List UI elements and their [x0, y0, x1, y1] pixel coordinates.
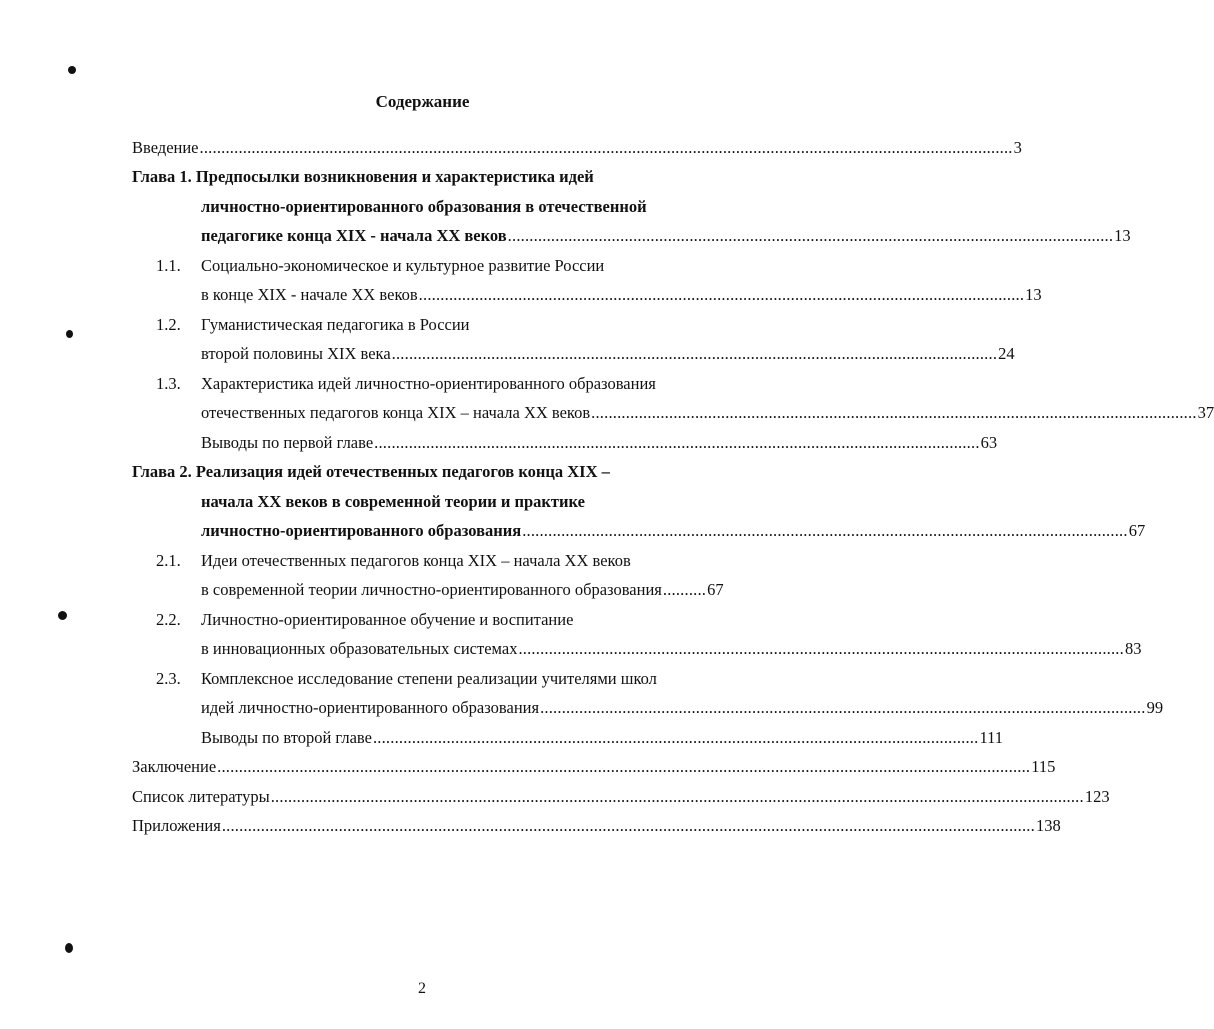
toc-conclusions-chapter-1[interactable]: [201, 433, 998, 455]
toc-page-number: 37: [1197, 403, 1214, 422]
page-number: 2: [418, 980, 426, 997]
toc-entry-text: Социально-экономическое и культурное развитие России: [201, 256, 605, 275]
dot-leader: ............................................................................................................................................: [391, 344, 998, 363]
toc-entry-appendices[interactable]: [132, 816, 1061, 838]
dot-leader: ............................................................................................................................................: [540, 698, 1146, 717]
toc-entry-text: в современной теории личностно-ориентированного образования: [201, 580, 662, 599]
scan-mark: [65, 943, 73, 953]
toc-page-number: 3: [1013, 138, 1022, 157]
toc-title: Содержание: [375, 92, 470, 111]
toc-entry-text: педагогике конца XIX - начала XX веков: [201, 226, 507, 245]
dot-leader: ............................................................................................................................................: [418, 285, 1025, 304]
dot-leader: ............................................................................................................................................................................................: [217, 757, 1031, 776]
toc-page-number: 83: [1124, 639, 1142, 658]
toc-section-2-2[interactable]: [156, 610, 718, 632]
toc-entry-text: начала XX веков в современной теории и практике: [201, 492, 585, 511]
toc-section-1-1-line-2: [201, 285, 1042, 307]
dot-leader: ............................................................................................................................................: [507, 226, 1114, 245]
toc-entry-text: Характеристика идей личностно-ориентированного образования: [201, 374, 656, 393]
toc-page-number: 67: [1128, 521, 1146, 540]
toc-entry-text: личностно-ориентированного образования: [201, 521, 522, 540]
toc-chapter-2-line-3: [201, 521, 1146, 543]
toc-entry-text: отечественных педагогов конца XIX – начала XX веков: [201, 403, 591, 422]
toc-page-number: 99: [1146, 698, 1164, 717]
toc-page-number: 115: [1031, 757, 1056, 776]
toc-entry-text: Глава 2. Реализация идей отечественных педагогов конца XIX –: [132, 462, 610, 481]
toc-page-number: 123: [1084, 787, 1110, 806]
toc-section-1-2[interactable]: [156, 315, 718, 337]
toc-entry-text: Личностно-ориентированное обучение и воспитание: [201, 610, 574, 629]
toc-section-1-3-line-2: [201, 403, 1214, 425]
toc-chapter-1-line-3: [201, 226, 1131, 248]
toc-entry-text: в инновационных образовательных системах: [201, 639, 518, 658]
dot-leader: ............................................................................................................................................: [518, 639, 1124, 658]
scan-mark: [58, 611, 67, 620]
toc-entry-text: идей личностно-ориентированного образования: [201, 698, 540, 717]
toc-entry-conclusion[interactable]: [132, 757, 1056, 779]
dot-leader: ............................................................................................................................................: [372, 728, 979, 747]
toc-entry-text: личностно-ориентированного образования в отечественной: [201, 197, 647, 216]
toc-entry-text: второй половины XIX века: [201, 344, 391, 363]
toc-entry-text: Приложения: [132, 816, 221, 835]
toc-chapter-2-line-2: [201, 492, 718, 514]
toc-page-number: 24: [998, 344, 1015, 363]
toc-page-number: 138: [1035, 816, 1061, 835]
toc-section-1-2-line-2: [201, 344, 1015, 366]
toc-entry-text: Глава 1. Предпосылки возникновения и характеристика идей: [132, 167, 594, 186]
toc-entry-text: Комплексное исследование степени реализации учителями школ: [201, 669, 657, 688]
toc-page-number: 13: [1114, 226, 1131, 245]
toc-section-2-2-line-2: [201, 639, 1142, 661]
scan-mark: [66, 330, 73, 338]
toc-section-2-1-line-2: [201, 580, 724, 602]
toc-section-number: 2.1.: [156, 551, 181, 570]
dot-leader: ............................................................................................................................................: [591, 403, 1197, 422]
toc-section-1-1[interactable]: [156, 256, 718, 278]
dot-leader: ............................................................................................................................................................................................: [270, 787, 1084, 806]
toc-section-number: 1.2.: [156, 315, 181, 334]
toc-page-number: 67: [707, 580, 724, 599]
toc-entry-text: Введение: [132, 138, 199, 157]
toc-entry-text: Гуманистическая педагогика в России: [201, 315, 470, 334]
toc-entry-text: Список литературы: [132, 787, 270, 806]
toc-section-2-3-line-2: [201, 698, 1164, 720]
toc-entry-introduction[interactable]: [132, 138, 1022, 160]
toc-chapter-2-line-1[interactable]: [132, 462, 718, 484]
toc-chapter-1-line-2: [201, 197, 718, 219]
toc-chapter-1-line-1[interactable]: [132, 167, 718, 189]
toc-section-number: 1.3.: [156, 374, 181, 393]
toc-section-1-3[interactable]: [156, 374, 718, 396]
toc-entry-text: в конце XIX - начале XX веков: [201, 285, 418, 304]
toc-page-number: 111: [979, 728, 1003, 747]
toc-conclusions-chapter-2[interactable]: [201, 728, 1003, 750]
dot-leader: ............................................................................................................................................................................................: [199, 138, 1013, 157]
dot-leader: ............................................................................................................................................: [374, 433, 980, 452]
toc-section-number: 1.1.: [156, 256, 181, 275]
toc-entry-text: Выводы по второй главе: [201, 728, 372, 747]
dot-leader: ............................................................................................................................................: [522, 521, 1128, 540]
toc-entry-text: Идеи отечественных педагогов конца XIX – начала XX веков: [201, 551, 631, 570]
toc-section-2-3[interactable]: [156, 669, 718, 691]
toc-page-number: 63: [980, 433, 998, 452]
toc-section-2-1[interactable]: [156, 551, 718, 573]
scan-mark: [68, 66, 76, 74]
toc-page-number: 13: [1025, 285, 1042, 304]
toc-entry-references[interactable]: [132, 787, 1110, 809]
toc-section-number: 2.2.: [156, 610, 181, 629]
dot-leader: ............................................................................................................................................................................................: [221, 816, 1035, 835]
toc-entry-text: Выводы по первой главе: [201, 433, 374, 452]
dot-leader: ..........: [662, 580, 707, 599]
toc-section-number: 2.3.: [156, 669, 181, 688]
toc-entry-text: Заключение: [132, 757, 217, 776]
